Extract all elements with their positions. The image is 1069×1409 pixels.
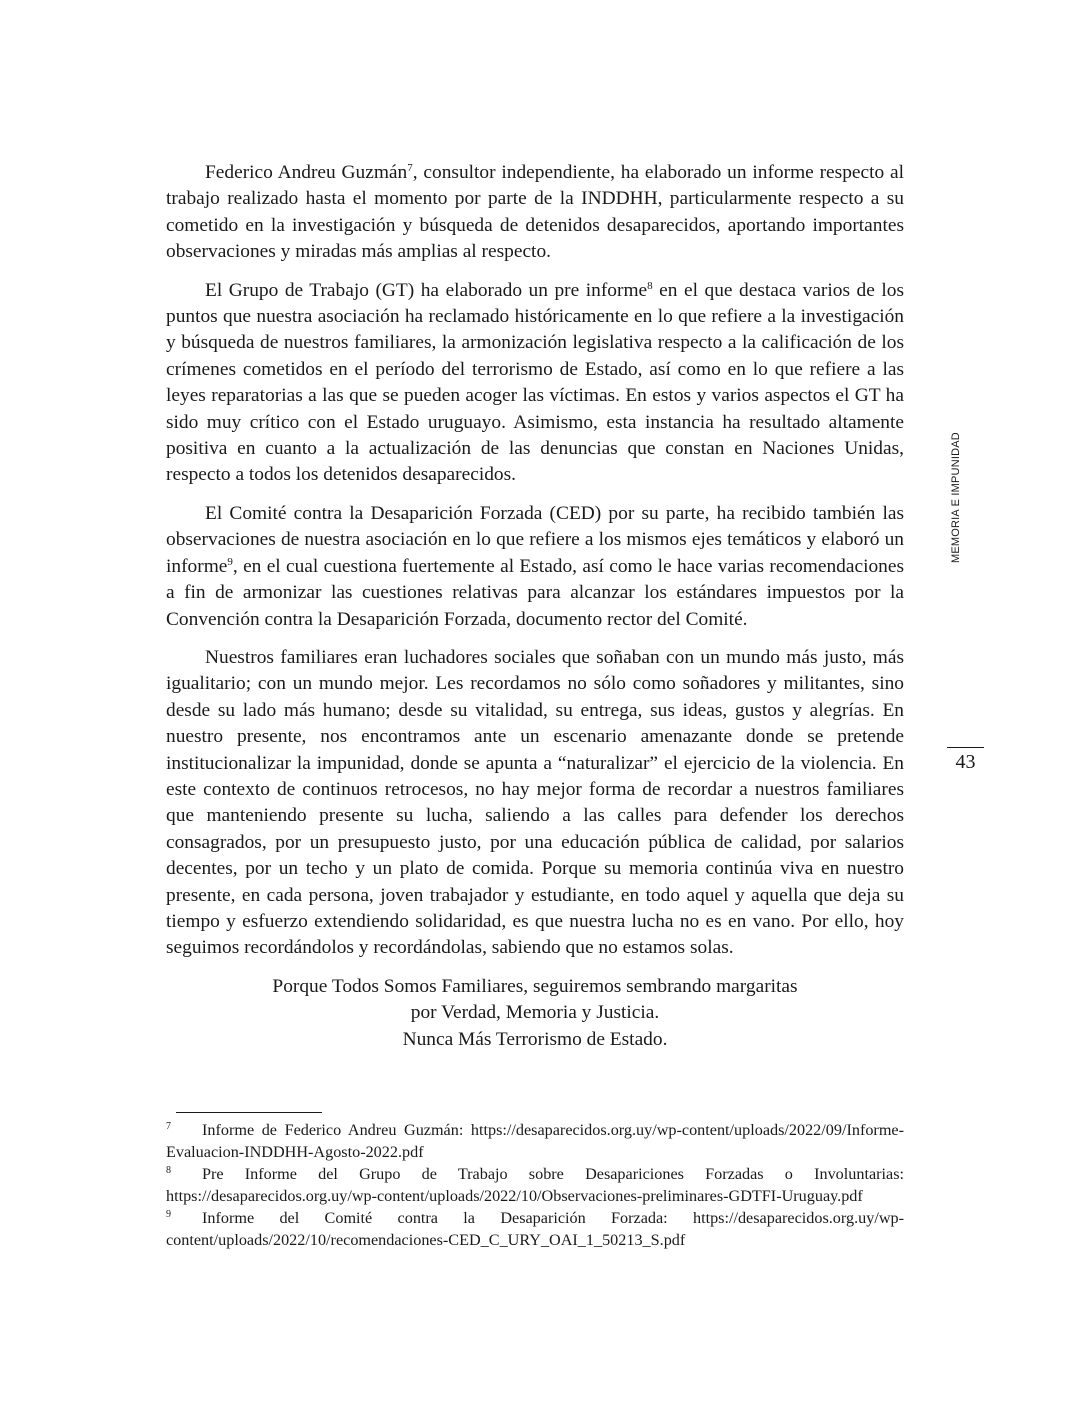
- footnote-8: 8 Pre Informe del Grupo de Trabajo sobre Desapariciones Forzadas o Involuntarias: https://desaparecidos.org.uy/wp-content/uploads/2022/10/Observaciones-preliminares-GDTFI-Uruguay.pdf: [166, 1165, 904, 1205]
- closing-line-3: Nunca Más Terrorismo de Estado.: [402, 1028, 668, 1050]
- footnote-9: 9 Informe del Comité contra la Desaparición Forzada: https://desaparecidos.org.uy/wp-content/uploads/2022/10/recomendaciones-CED_C_URY_OAI_1_50213_S.pdf: [166, 1209, 904, 1249]
- paragraph-3: [166, 501, 904, 633]
- footnote-ref-9[interactable]: 9: [227, 555, 233, 568]
- footnote-ref-8[interactable]: 8: [647, 279, 653, 292]
- footnotes: [166, 1119, 904, 1251]
- page-number: 43: [955, 751, 976, 773]
- closing-statement: [166, 974, 904, 1053]
- closing-line-1: Porque Todos Somos Familiares, seguiremos sembrando margaritas: [272, 975, 798, 997]
- paragraph-text: , consultor independiente, ha elaborado un informe respecto al trabajo realizado hasta el momento por parte de la INDDHH, particularmente respecto a su cometido en la investigación y búsqueda de detenidos desaparecidos, aportando importantes observaciones y miradas más amplias al respecto.: [166, 162, 904, 263]
- paragraph-text: El Grupo de Trabajo (GT) ha elaborado un pre informe: [205, 279, 648, 301]
- paragraph-text: Nuestros familiares eran luchadores sociales que soñaban con un mundo más justo, más igualitario; con un mundo mejor. Les recordamos no sólo como soñadores y militantes, sino desde su lado más humano; desde su vitalidad, su entrega, sus ideas, gustos y alegrías. En nuestro presente, nos encontramos ante un escenario amenazante donde se pretende institucionalizar la impunidad, donde se apunta a “naturalizar” el ejercicio de la violencia. En este contexto de continuos retrocesos, no hay mejor forma de recordar a nuestros familiares que manteniendo presente su lucha, saliendo a las calles para defender los derechos consagrados, por un presupuesto justo, por una educación pública de calidad, por salarios decentes, por un techo y un plato de comida. Porque su memoria continúa viva en nuestro presente, en cada persona, joven trabajador y estudiante, en todo aquel y aquella que deja su tiempo y esfuerzo extendiendo solidaridad, es que nuestra lucha no es en vano. Por ello, hoy seguimos recordándolos y recordándolas, sabiendo que no estamos solas.: [166, 646, 904, 959]
- footnote-ref-7[interactable]: 7: [407, 162, 413, 174]
- paragraph-text: El Comité contra la Desaparición Forzada (CED) por su parte, ha recibido también las observaciones de nuestra asociación en lo que refiere a los mismos ejes temáticos y elaboró un informe: [166, 502, 904, 577]
- paragraph-4: [166, 645, 904, 962]
- footnote-7: 7 Informe de Federico Andreu Guzmán: https://desaparecidos.org.uy/wp-content/uploads/2022/09/Informe-Evaluacion-INDDHH-Agosto-2022.pdf: [166, 1121, 904, 1161]
- paragraph-text: en el que destaca varios de los puntos que nuestra asociación ha reclamado históricamente en lo que refiere a la investigación y búsqueda de nuestros familiares, la armonización legislativa respecto a la calificación de los crímenes cometidos en el período del terrorismo de Estado, así como en lo que refiere a las leyes reparatorias a las que se pueden acoger las víctimas. En estos y varios aspectos el GT ha sido muy crítico con el Estado uruguayo. Asimismo, esta instancia ha resultado altamente positiva en cuanto a la actualización de las denuncias que constan en Naciones Unidas, respecto a todos los detenidos desaparecidos.: [166, 279, 904, 486]
- footnote-divider: [176, 1112, 322, 1113]
- footnote-text[interactable]: Pre Informe del Grupo de Trabajo sobre Desapariciones Forzadas o Involuntarias: https://desaparecidos.org.uy/wp-content/uploads/2022/10/Observaciones-preliminares-GDTFI-Uruguay.pdf: [166, 1165, 904, 1205]
- body-text: [166, 160, 904, 1053]
- footnote-text[interactable]: Informe de Federico Andreu Guzmán: https://desaparecidos.org.uy/wp-content/uploads/2022/09/Informe-Evaluacion-INDDHH-Agosto-2022.pdf: [166, 1121, 904, 1161]
- page-number-rule: [947, 747, 984, 748]
- paragraph-2: [166, 278, 904, 489]
- paragraph-text: , en el cual cuestiona fuertemente al Estado, así como le hace varias recomendaciones a fin de armonizar las cuestiones relativas para alcanzar los estándares impuestos por la Convención contra la Desaparición Forzada, documento rector del Comité.: [166, 555, 904, 630]
- footnote-text[interactable]: Informe del Comité contra la Desaparición Forzada: https://desaparecidos.org.uy/wp-content/uploads/2022/10/recomendaciones-CED_C_URY_OAI_1_50213_S.pdf: [166, 1209, 904, 1249]
- paragraph-text: Federico Andreu Guzmán: [205, 162, 408, 183]
- running-section-label: MEMORIA E IMPUNIDAD: [950, 432, 962, 563]
- closing-line-2: por Verdad, Memoria y Justicia.: [410, 1002, 660, 1024]
- paragraph-1: [166, 160, 904, 266]
